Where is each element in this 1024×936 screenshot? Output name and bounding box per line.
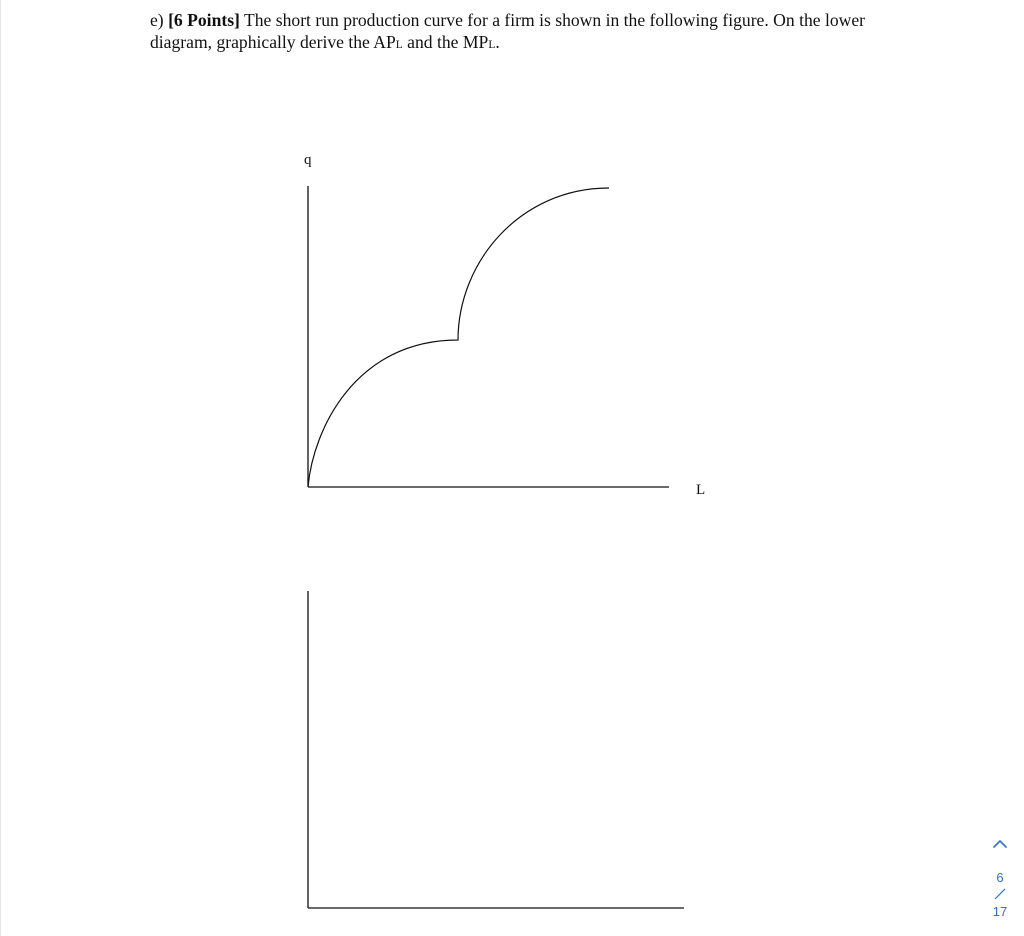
previous-page-chevron-up-icon[interactable] [992, 836, 1008, 850]
total-page-count: 17 [992, 904, 1008, 919]
q-axis-label: q [304, 152, 312, 168]
question-body: The short run production curve for a firm is shown in the following figure. On the lower diagram, graphically derive the AP [150, 10, 866, 52]
page-navigator [984, 832, 1016, 928]
current-page-number: 6 [996, 870, 1004, 885]
page-separator-slash-icon [993, 887, 1007, 901]
lower-diagram [308, 591, 684, 908]
l-axis-label: L [696, 482, 706, 498]
question-end: . [495, 32, 500, 52]
ap-subscript: L [395, 39, 403, 51]
upper-diagram [304, 152, 705, 498]
production-curve [308, 188, 609, 487]
question-prefix: e) [150, 10, 169, 30]
mp-subscript: L [488, 39, 496, 51]
question-points: [6 Points] [168, 10, 240, 30]
question-body-2: and the MP [402, 32, 489, 52]
